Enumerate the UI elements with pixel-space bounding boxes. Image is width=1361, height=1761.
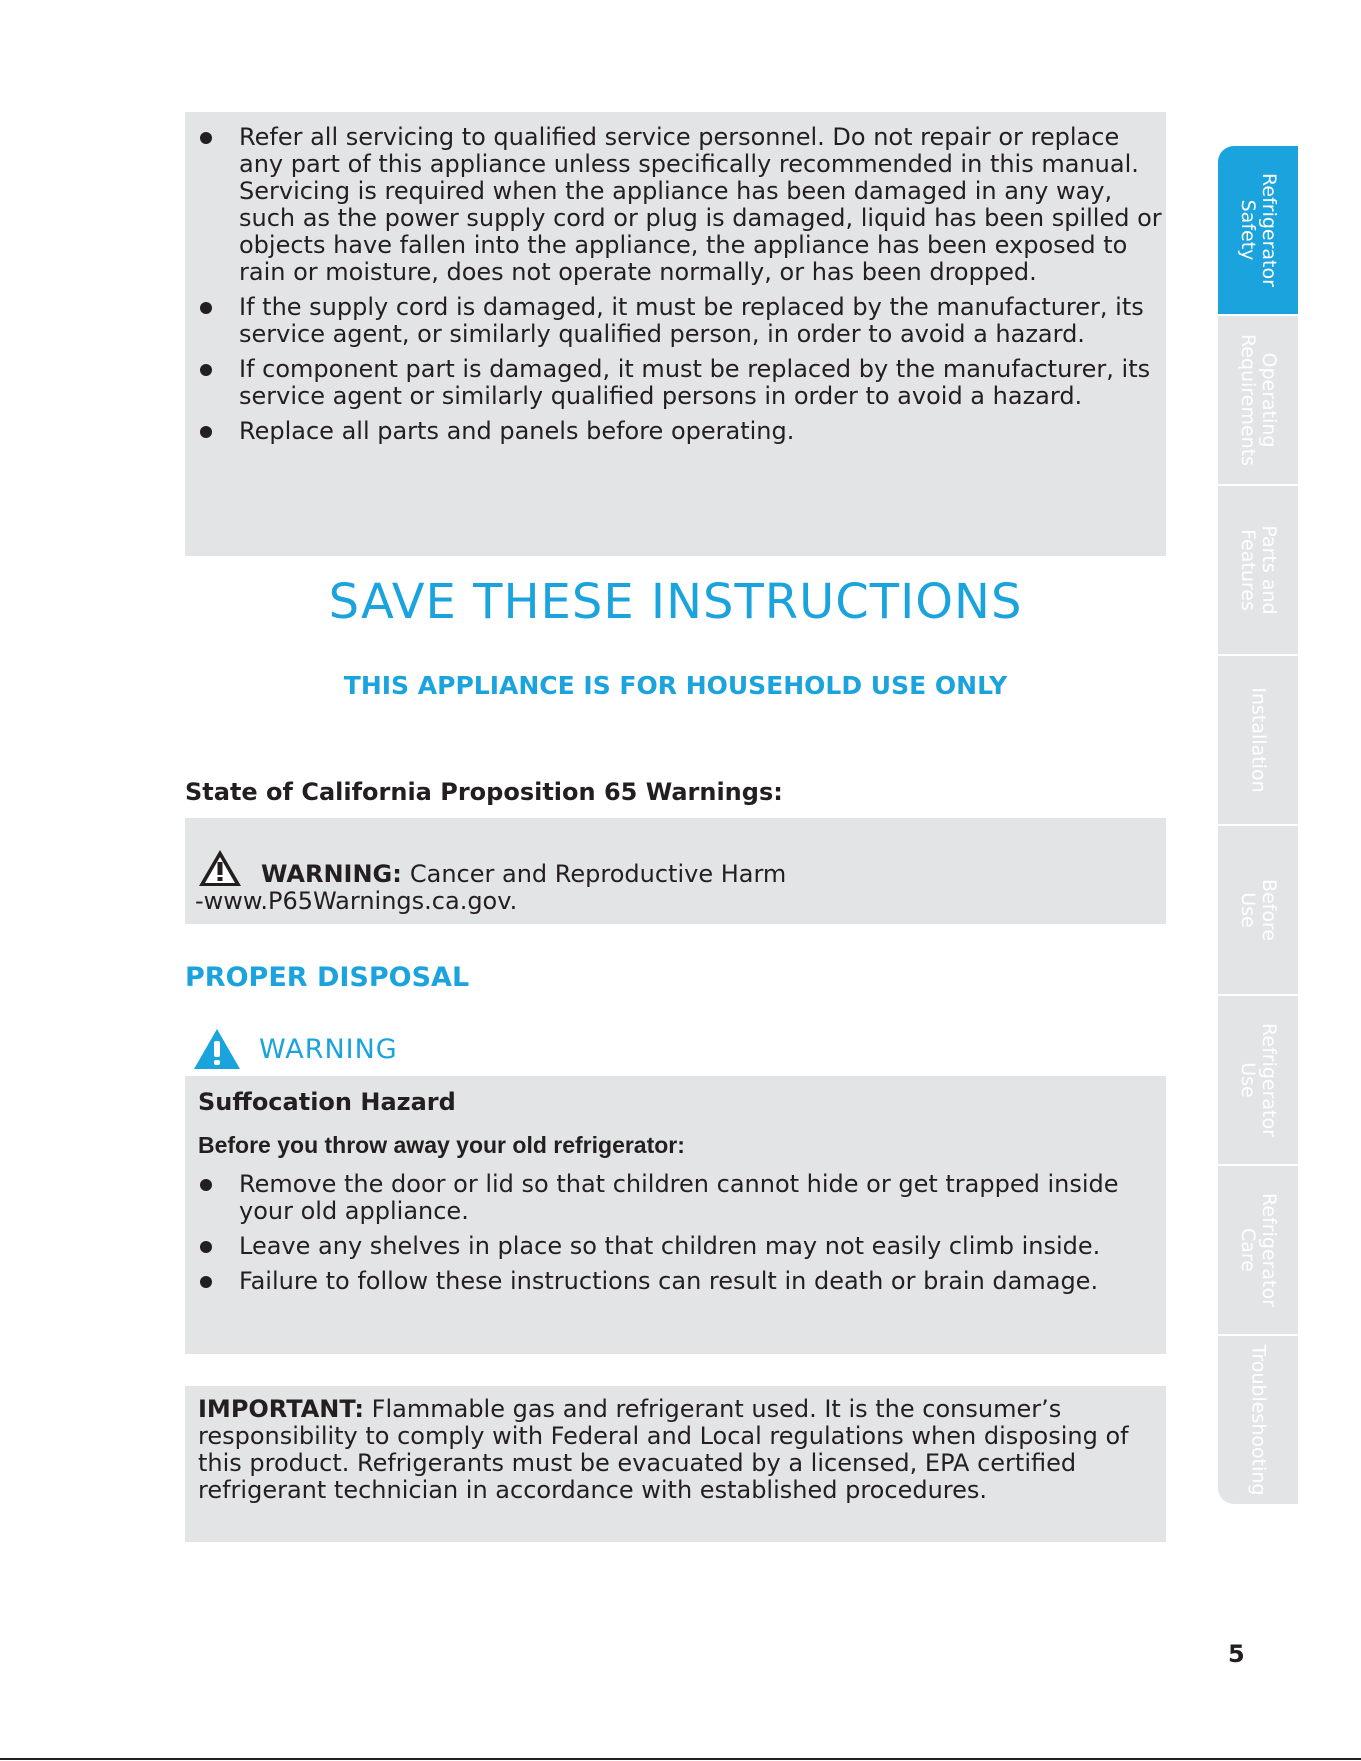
bullet-text: Refer all servicing to qualified service personnel. Do not repair or replace any part of this appliance unless specifically recommended in this manual. Servicing is required when the appliance has been damaged in any way, such as the power supply cord or plug is damaged, liquid has been spilled or objects have fallen into the appliance, the appliance has been exposed to rain or moisture, does not operate normally, or has been dropped. [239,123,1162,286]
prop65-warning-text: Cancer and Reproductive Harm [409,860,787,888]
safety-instructions-box [185,112,1166,556]
tab-refrigerator-use[interactable] [1218,996,1298,1166]
list-item [185,1171,1166,1225]
hazard-subheading: Before you throw away your old refrigerator: [198,1132,685,1158]
disposal-warning-label: WARNING [259,1033,398,1065]
disposal-bullet-list [185,1171,1166,1295]
tab-label: Refrigerator Use [1237,1023,1280,1137]
suffocation-hazard-box [185,1076,1166,1354]
important-text: Flammable gas and refrigerant used. It is the consumer’s responsibility to comply with Federal and Local regulations when disposing of this product. Refrigerants must be evacuated by a licensed, EPA certified refrigerant technician in accordance with established procedures. [198,1395,1129,1504]
bullet-text: Failure to follow these instructions can result in death or brain damage. [239,1267,1099,1295]
important-label: IMPORTANT: [198,1395,365,1423]
bullet-text: Remove the door or lid so that children cannot hide or get trapped inside your old appliance. [239,1170,1119,1225]
tab-installation[interactable] [1218,656,1298,826]
page-number: 5 [1228,1640,1245,1668]
tab-refrigerator-safety[interactable] [1218,146,1298,316]
prop65-heading: State of California Proposition 65 Warnings: [185,778,783,806]
prop65-warning-box [185,818,1166,924]
bullet-text: If component part is damaged, it must be replaced by the manufacturer, its service agent or similarly qualified persons in order to avoid a hazard. [239,355,1151,410]
list-item [185,356,1166,410]
prop65-link[interactable]: -www.P65Warnings.ca.gov. [195,887,518,915]
tab-label: Troubleshooting [1247,1344,1270,1496]
list-item [185,1268,1166,1295]
disposal-warning-header [193,1028,398,1070]
important-notice-box [185,1386,1166,1542]
tab-troubleshooting[interactable] [1218,1336,1298,1504]
list-item [185,294,1166,348]
tab-label: Installation [1247,687,1270,793]
tab-operating-requirements[interactable] [1218,316,1298,486]
bottom-divider [0,1758,1361,1760]
bullet-icon [200,364,212,376]
bullet-icon [200,132,212,144]
bullet-icon [200,1179,212,1191]
tab-label: Operating Requirements [1237,333,1280,467]
bullet-icon [200,302,212,314]
save-instructions-title: SAVE THESE INSTRUCTIONS [328,574,1023,630]
prop65-warning-label: WARNING: [261,860,402,888]
household-use-note: THIS APPLIANCE IS FOR HOUSEHOLD USE ONLY [343,671,1008,700]
tab-label: Parts and Features [1237,525,1280,615]
bullet-text: Leave any shelves in place so that children may not easily climb inside. [239,1232,1101,1260]
tab-label: Refrigerator Safety [1237,173,1280,287]
list-item [185,124,1166,286]
section-tabs-sidebar [1218,146,1298,1504]
bullet-icon [200,1241,212,1253]
warning-triangle-icon [193,1028,241,1070]
tab-label: Before Use [1237,878,1280,942]
bullet-text: If the supply cord is damaged, it must be replaced by the manufacturer, its service agent, or similarly qualified person, in order to avoid a hazard. [239,293,1144,348]
tab-parts-and-features[interactable] [1218,486,1298,656]
bullet-icon [200,426,212,438]
hazard-title: Suffocation Hazard [198,1088,456,1116]
list-item [185,418,1166,445]
tab-label: Refrigerator Care [1237,1193,1280,1307]
bullet-icon [200,1276,212,1288]
safety-bullet-list [185,124,1166,445]
tab-refrigerator-care[interactable] [1218,1166,1298,1336]
prop65-warning-line [197,848,1166,888]
proper-disposal-heading: PROPER DISPOSAL [185,962,470,993]
list-item [185,1233,1166,1260]
warning-triangle-icon [197,848,243,888]
tab-before-use[interactable] [1218,826,1298,996]
bullet-text: Replace all parts and panels before operating. [239,417,795,445]
